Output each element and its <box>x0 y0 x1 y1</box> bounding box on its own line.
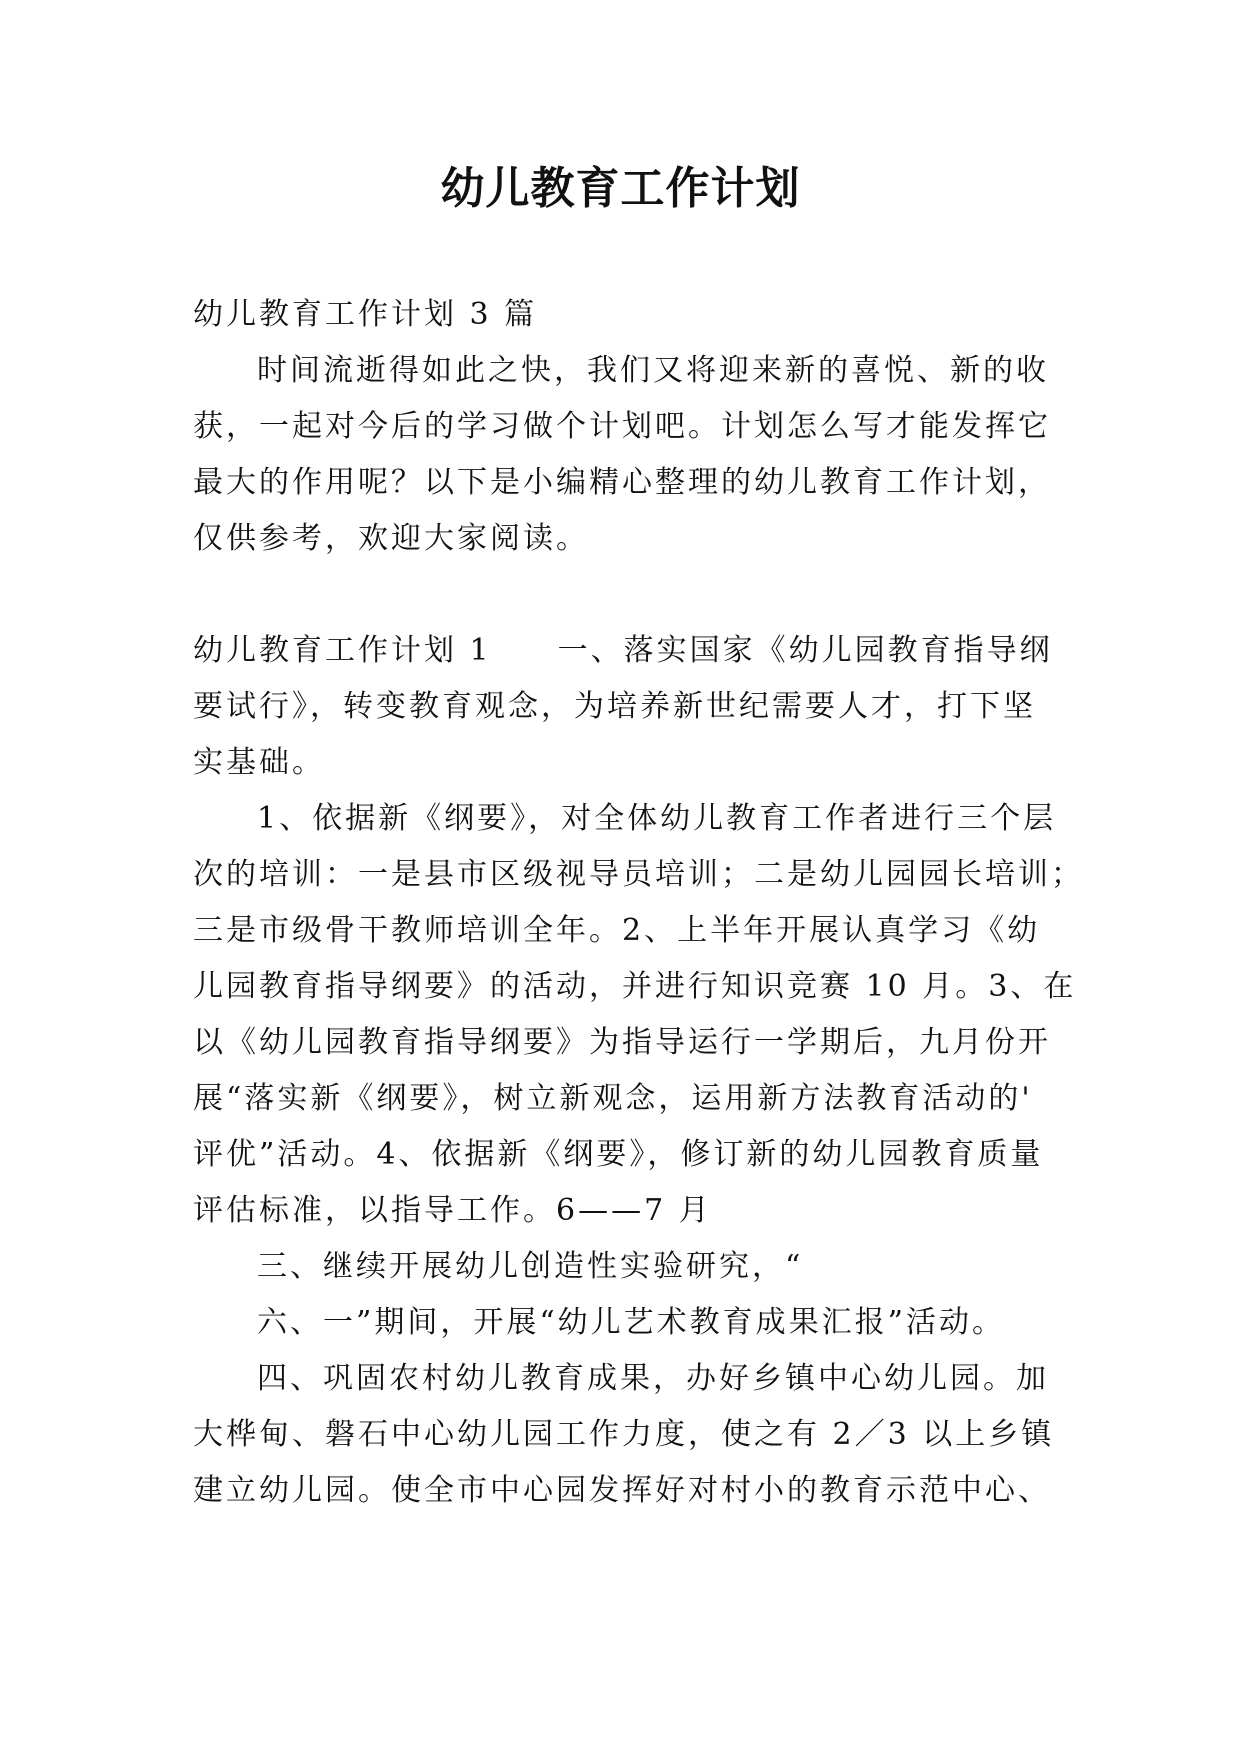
section-heading-line: 幼儿教育工作计划 1 一、落实国家《幼儿园教育指导纲 <box>193 633 1053 668</box>
paragraph-line: 要试行》，转变教育观念，为培养新世纪需要人才，打下坚 <box>193 689 1036 724</box>
paragraph-line: 评优”活动。4、依据新《纲要》，修订新的幼儿园教育质量 <box>193 1137 1044 1172</box>
subtitle-line: 幼儿教育工作计划 3 篇 <box>193 297 538 332</box>
paragraph-line: 获，一起对今后的学习做个计划吧。计划怎么写才能发挥它 <box>193 409 1051 444</box>
paragraph-line: 展“落实新《纲要》，树立新观念，运用新方法教育活动的' <box>193 1081 1033 1116</box>
paragraph-line: 以《幼儿园教育指导纲要》为指导运行一学期后，九月份开 <box>193 1025 1051 1060</box>
paragraph-line: 三、继续开展幼儿创造性实验研究，“ <box>257 1249 804 1284</box>
paragraph-line: 最大的作用呢？以下是小编精心整理的幼儿教育工作计划， <box>193 465 1051 500</box>
paragraph-line: 1、依据新《纲要》，对全体幼儿教育工作者进行三个层 <box>257 801 1057 836</box>
paragraph-line: 建立幼儿园。使全市中心园发挥好对村小的教育示范中心、 <box>193 1473 1051 1508</box>
paragraph-line: 四、巩固农村幼儿教育成果，办好乡镇中心幼儿园。加 <box>257 1361 1049 1396</box>
paragraph-line: 仅供参考，欢迎大家阅读。 <box>193 521 589 556</box>
paragraph-line: 大桦甸、磐石中心幼儿园工作力度，使之有 2／3 以上乡镇 <box>193 1417 1055 1452</box>
paragraph-line: 儿园教育指导纲要》的活动，并进行知识竞赛 10 月。3、在 <box>193 969 1077 1004</box>
document-body <box>193 287 1084 1519</box>
paragraph-line: 时间流逝得如此之快，我们又将迎来新的喜悦、新的收 <box>257 353 1049 388</box>
paragraph-line: 六、一”期间，开展“幼儿艺术教育成果汇报”活动。 <box>257 1305 1006 1340</box>
paragraph-gap <box>193 567 1055 623</box>
paragraph-line: 三是市级骨干教师培训全年。2、上半年开展认真学习《幼 <box>193 913 1041 948</box>
paragraph-line: 评估标准，以指导工作。6——7 月 <box>193 1193 712 1228</box>
document-title: 幼儿教育工作计划 <box>440 163 801 214</box>
paragraph-line: 实基础。 <box>193 745 325 780</box>
paragraph-line: 次的培训：一是县市区级视导员培训；二是幼儿园园长培训； <box>193 857 1084 892</box>
